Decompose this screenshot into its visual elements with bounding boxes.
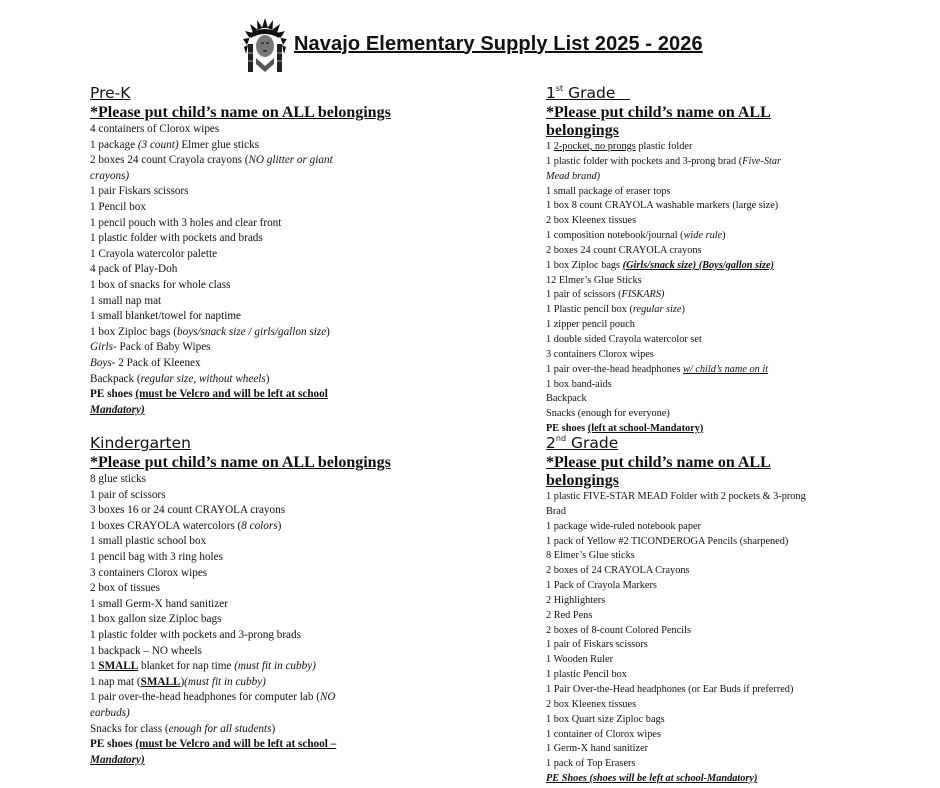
list-item: 1 plastic folder with pockets and brads	[90, 232, 263, 245]
page-title: Navajo Elementary Supply List 2025 - 2026	[294, 32, 703, 55]
list-item: 1 small plastic school box	[90, 535, 207, 548]
list-item: 1 SMALL blanket for nap time (must fit in cubby)	[90, 660, 316, 673]
list-item: 1 pencil bag with 3 ring holes	[90, 550, 223, 563]
list-item: 1 box Quart size Ziploc bags	[546, 713, 665, 725]
list-item: 1 zipper pencil pouch	[546, 319, 635, 331]
supply-list	[90, 122, 435, 418]
list-item: 1 box gallon size Ziploc bags	[90, 613, 222, 626]
list-item: PE shoes (left at school-Mandatory)	[546, 423, 704, 435]
list-item: 1 Wooden Ruler	[546, 654, 614, 666]
name-note: *Please put child’s name on ALL belongings	[546, 454, 771, 489]
list-item: 1 pair of Fiskars scissors	[546, 639, 648, 651]
list-item: 2 boxes 24 count Crayola crayons (NO glitter or giant	[90, 154, 333, 167]
list-item: crayons)	[90, 169, 130, 182]
list-item: Mandatory)	[90, 403, 145, 416]
list-item: 1 plastic FIVE-STAR MEAD Folder with 2 pockets & 3-prong	[546, 491, 806, 502]
section-title-kindergarten: Kindergarten	[90, 434, 191, 452]
list-item: 1 pair Fiskars scissors	[90, 185, 189, 198]
name-note: *Please put child’s name on ALL belongings	[90, 454, 391, 471]
list-item: PE shoes (must be Velcro and will be left at school	[90, 388, 328, 401]
list-item: 1 pencil pouch with 3 holes and clear front	[90, 216, 282, 229]
list-item: 1 Germ-X hand sanitizer	[546, 743, 649, 755]
list-item: 1 box 8 count CRAYOLA washable markers (large size)	[546, 200, 779, 212]
list-item: 3 containers Clorox wipes	[546, 348, 654, 360]
list-item: Boys- 2 Pack of Kleenex	[90, 356, 201, 369]
name-note: *Please put child’s name on ALL belongings	[90, 104, 391, 121]
list-item: PE shoes (must be Velcro and will be left at school –	[90, 738, 337, 751]
list-item: 1 double sided Crayola watercolor set	[546, 333, 702, 345]
list-item: 1 plastic Pencil box	[546, 669, 627, 681]
list-item: earbuds)	[90, 706, 130, 719]
list-item: 1 package wide-ruled notebook paper	[546, 520, 701, 532]
list-item: 1 small nap mat	[90, 294, 162, 307]
list-item: 4 pack of Play-Doh	[90, 263, 178, 276]
list-item: 3 boxes 16 or 24 count CRAYOLA crayons	[90, 504, 286, 517]
list-item: 2 box Kleenex tissues	[546, 215, 637, 227]
section-pre-k	[90, 82, 435, 418]
list-item: 2 boxes 24 count CRAYOLA crayons	[546, 244, 702, 256]
list-item: 2 Highlighters	[546, 594, 606, 606]
list-item: 1 pair of scissors	[90, 488, 166, 501]
list-item: 1 pack of Top Erasers	[546, 758, 636, 770]
section-kindergarten	[90, 432, 435, 768]
list-item: 1 boxes CRAYOLA watercolors (8 colors)	[90, 519, 282, 532]
list-item: 1 small Germ-X hand sanitizer	[90, 597, 228, 610]
list-item: 2 box of tissues	[90, 582, 160, 595]
section-grade-2	[546, 432, 846, 787]
section-title-pre-k: Pre-K	[90, 84, 131, 102]
list-item: 1 composition notebook/journal (wide rule)	[546, 230, 726, 242]
list-item: 1 pair over-the-head headphones for computer lab (NO	[90, 691, 336, 704]
list-item: 1 box band-aids	[546, 378, 612, 390]
supply-list	[546, 490, 846, 787]
list-item: 2 boxes of 8-count Colored Pencils	[546, 624, 691, 636]
list-item: 1 nap mat (SMALL)(must fit in cubby)	[90, 675, 266, 688]
section-grade-1	[546, 82, 846, 437]
list-item: Backpack	[546, 393, 587, 405]
list-item: 8 glue sticks	[90, 473, 146, 485]
section-title-grade-1: 1st Grade	[546, 84, 616, 102]
list-item: 2 boxes of 24 CRAYOLA Crayons	[546, 565, 690, 577]
list-item: 2 box Kleenex tissues	[546, 698, 637, 710]
list-item: 1 box of snacks for whole class	[90, 278, 231, 291]
list-item: PE Shoes (shoes will be left at school-Mandatory)	[546, 773, 758, 785]
list-item: 1 small package of eraser tops	[546, 185, 671, 197]
name-note: *Please put child’s name on ALL belongings	[546, 104, 771, 139]
list-item: 1 container of Clorox wipes	[546, 728, 661, 740]
list-item: Brad	[546, 505, 567, 517]
list-item: 1 Pencil box	[90, 200, 146, 213]
list-item: 1 package (3 count) Elmer glue sticks	[90, 138, 260, 151]
list-item: Mead brand)	[546, 170, 601, 182]
list-item: Mandatory)	[90, 753, 145, 766]
list-item: 1 backpack – NO wheels	[90, 644, 202, 657]
list-item: 1 Crayola watercolor palette	[90, 247, 218, 260]
list-item: 1 box Ziploc bags (Girls/snack size) (Boys/gallon size)	[546, 259, 774, 271]
list-item: 1 pair of scissors (FISKARS)	[546, 289, 665, 301]
list-item: 1 pair over-the-head headphones w/ child’s name on it	[546, 363, 769, 375]
supply-list	[546, 140, 846, 437]
list-item: 1 pack of Yellow #2 TICONDEROGA Pencils (sharpened)	[546, 535, 789, 547]
list-item: Girls- Pack of Baby Wipes	[90, 341, 211, 354]
list-item: 3 containers Clorox wipes	[90, 566, 208, 579]
list-item: 8 Elmer’s Glue sticks	[546, 550, 635, 562]
list-item: 12 Elmer’s Glue Sticks	[546, 274, 642, 286]
list-item: 1 Pack of Crayola Markers	[546, 580, 657, 592]
list-item: 2 Red Pens	[546, 609, 593, 621]
list-item: 1 small blanket/towel for naptime	[90, 310, 241, 323]
list-item: Snacks (enough for everyone)	[546, 408, 670, 420]
page-header	[240, 12, 703, 76]
list-item: Backpack (regular size, without wheels)	[90, 372, 270, 385]
list-item: 4 containers of Clorox wipes	[90, 123, 220, 135]
list-item: 1 plastic folder with pockets and 3-prong brads	[90, 628, 301, 641]
list-item: 1 Plastic pencil box (regular size)	[546, 304, 685, 316]
list-item: 1 box Ziploc bags (boys/snack size / girls/gallon size)	[90, 325, 330, 338]
supply-list	[90, 472, 435, 768]
list-item: 1 2-pocket, no prongs plastic folder	[546, 141, 693, 152]
chief-headdress-logo	[240, 14, 290, 74]
list-item: 1 plastic folder with pockets and 3-prong brad (Five-Star	[546, 155, 782, 167]
section-title-grade-2: 2nd Grade	[546, 434, 619, 452]
list-item: Snacks for class (enough for all students)	[90, 722, 276, 735]
list-item: 1 Pair Over-the-Head headphones (or Ear Buds if preferred)	[546, 683, 794, 695]
